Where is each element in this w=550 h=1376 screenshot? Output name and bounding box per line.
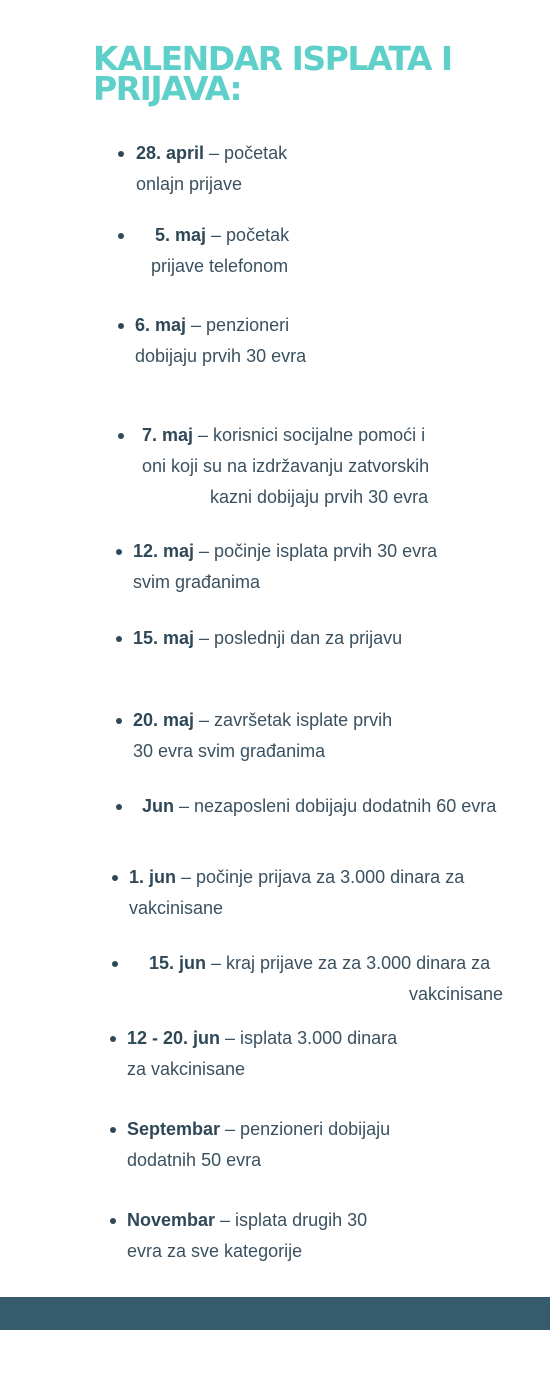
item-text-line-2: onlajn prijave bbox=[136, 174, 243, 194]
item-date: 20. maj bbox=[133, 710, 195, 730]
item-text: – penzioneri dobijaju bbox=[220, 1119, 391, 1139]
item-text-line-2: oni koji su na izdržavanju zatvorskih bbox=[142, 456, 430, 476]
list-item bbox=[118, 220, 289, 282]
bullet-icon bbox=[118, 433, 124, 439]
item-text-line-3: kazni dobijaju prvih 30 evra bbox=[210, 487, 429, 507]
item-text: – korisnici socijalne pomoći i bbox=[193, 425, 426, 445]
item-date: Jun bbox=[142, 796, 175, 816]
item-text-line-2: za vakcinisane bbox=[127, 1059, 246, 1079]
item-date: 7. maj bbox=[142, 425, 194, 445]
list-item bbox=[118, 310, 306, 372]
item-text: – počinje prijava za 3.000 dinara za bbox=[176, 867, 465, 887]
item-text-line-2: 30 evra svim građanima bbox=[133, 741, 326, 761]
item-text: – kraj prijave za za 3.000 dinara za bbox=[206, 953, 491, 973]
list-item bbox=[116, 623, 402, 654]
list-item bbox=[110, 1023, 397, 1085]
item-text: – nezaposleni dobijaju dodatnih 60 evra bbox=[174, 796, 497, 816]
item-text: – početak bbox=[206, 225, 290, 245]
list-item bbox=[118, 420, 429, 513]
item-date: 12 - 20. jun bbox=[127, 1028, 221, 1048]
item-text-line-2: svim građanima bbox=[133, 572, 261, 592]
footer-bar bbox=[0, 1297, 550, 1330]
bullet-icon bbox=[110, 1036, 116, 1042]
list-item bbox=[116, 536, 437, 598]
title-line-1: KALENDAR ISPLATA I bbox=[93, 39, 452, 78]
item-text: – završetak isplate prvih bbox=[194, 710, 393, 730]
page-title bbox=[93, 39, 452, 108]
bullet-icon bbox=[118, 233, 124, 239]
bullet-icon bbox=[118, 151, 124, 157]
bullet-icon bbox=[112, 961, 118, 967]
item-text-line-2: prijave telefonom bbox=[151, 256, 289, 276]
list-item bbox=[116, 791, 496, 822]
item-text-line-2: dobijaju prvih 30 evra bbox=[135, 346, 307, 366]
bullet-icon bbox=[116, 718, 122, 724]
item-date: 12. maj bbox=[133, 541, 195, 561]
bullet-icon bbox=[110, 1218, 116, 1224]
list-item bbox=[110, 1205, 367, 1267]
item-date: 6. maj bbox=[135, 315, 187, 335]
item-text: – počinje isplata prvih 30 evra bbox=[194, 541, 438, 561]
item-date: Novembar bbox=[127, 1210, 216, 1230]
list-item bbox=[112, 948, 503, 1010]
item-date: 15. maj bbox=[133, 628, 195, 648]
item-text-line-2: dodatnih 50 evra bbox=[127, 1150, 262, 1170]
bullet-icon bbox=[116, 549, 122, 555]
item-text: – penzioneri bbox=[186, 315, 290, 335]
title-line-2: PRIJAVA: bbox=[93, 69, 242, 108]
bullet-icon bbox=[116, 804, 122, 810]
list-item bbox=[110, 1114, 390, 1176]
list-item bbox=[112, 862, 464, 924]
item-date: 1. jun bbox=[129, 867, 177, 887]
list-item bbox=[118, 138, 287, 200]
item-text-line-2: vakcinisane bbox=[409, 984, 504, 1004]
item-text-line-2: evra za sve kategorije bbox=[127, 1241, 303, 1261]
bullet-icon bbox=[118, 323, 124, 329]
list-item bbox=[116, 705, 392, 767]
item-text: – poslednji dan za prijavu bbox=[194, 628, 403, 648]
bullet-icon bbox=[110, 1127, 116, 1133]
item-text: – isplata 3.000 dinara bbox=[220, 1028, 398, 1048]
item-text-line-2: vakcinisane bbox=[129, 898, 224, 918]
bullet-icon bbox=[116, 636, 122, 642]
bullet-icon bbox=[112, 875, 118, 881]
item-date: Septembar bbox=[127, 1119, 221, 1139]
item-text: – isplata drugih 30 bbox=[215, 1210, 368, 1230]
item-date: 15. jun bbox=[149, 953, 207, 973]
item-text: – početak bbox=[204, 143, 288, 163]
item-date: 28. april bbox=[136, 143, 205, 163]
item-date: 5. maj bbox=[155, 225, 207, 245]
